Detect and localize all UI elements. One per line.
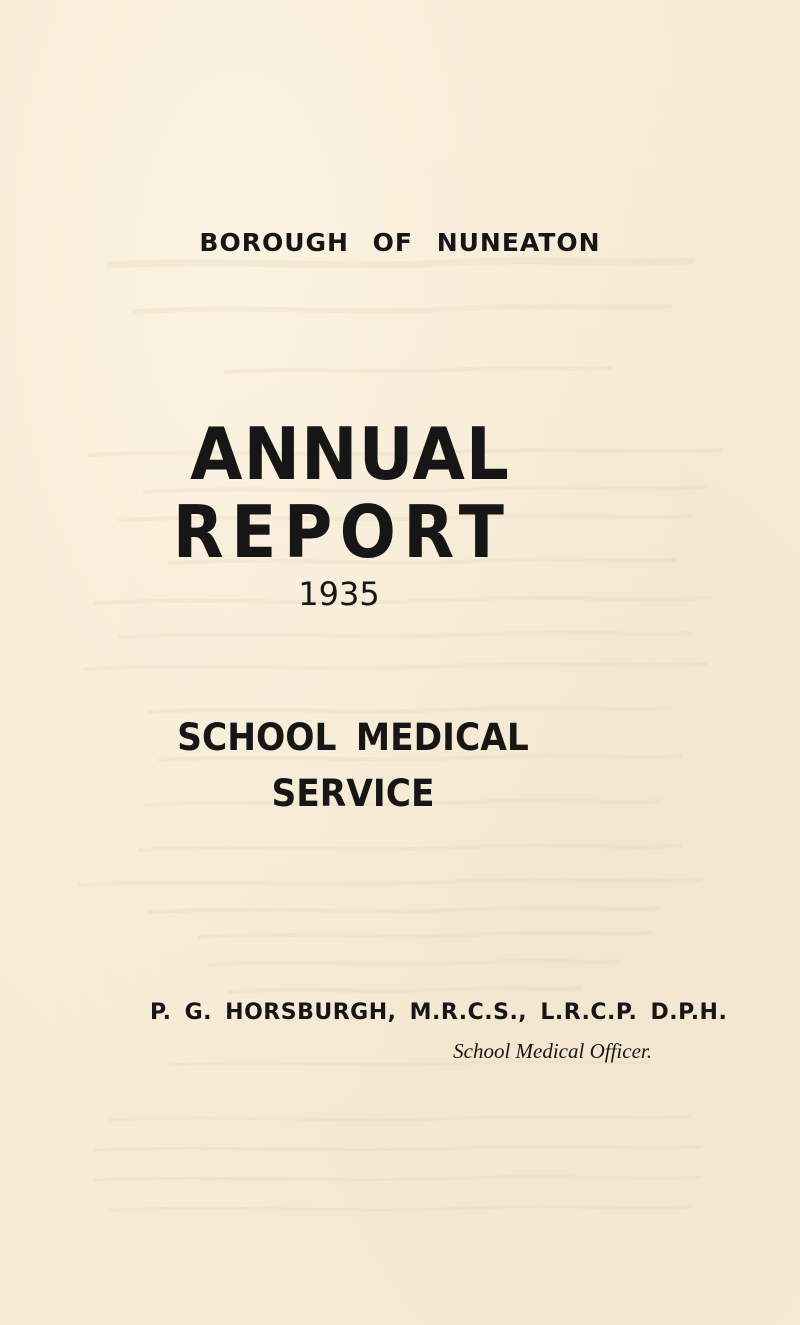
service-heading-line-2: SERVICE [271, 772, 435, 815]
officer-name: P. G. HORSBURGH, M.R.C.S., L.R.C.P. D.P.H. [150, 1000, 728, 1025]
title-annual: ANNUAL [190, 412, 510, 496]
borough-heading: BOROUGH OF NUNEATON [199, 228, 601, 257]
service-heading-line-1: SCHOOL MEDICAL [177, 716, 529, 759]
officer-title: School Medical Officer. [453, 1039, 652, 1063]
report-year: 1935 [298, 575, 380, 613]
title-report: REPORT [172, 490, 512, 574]
